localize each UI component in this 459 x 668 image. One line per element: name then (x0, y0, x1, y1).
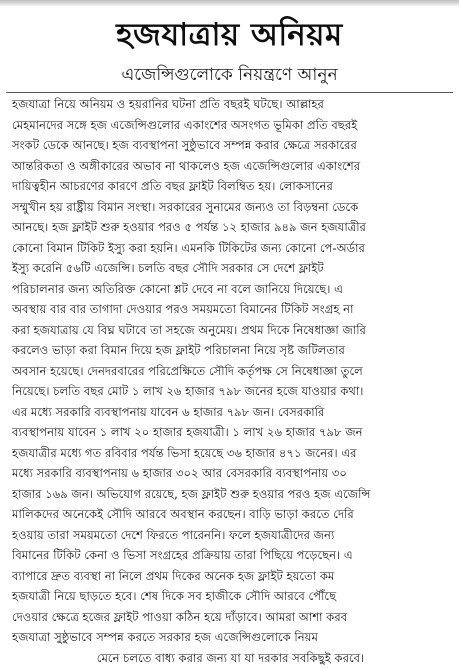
body-line: দায়িত্বহীন আচরণের কারণে প্রতি বছর ফ্লাইট বিলম্বিত হয়। লোকসানের (12, 176, 449, 197)
body-line: অবসান হয়েছে। দেনদরবারের পরিপ্রেক্ষিতে সৌদি কর্তৃপক্ষ সে নিষেধাজ্ঞা তুলে (12, 361, 449, 382)
body-line: আনছে। হজ ফ্লাইট শুরু হওয়ার পরও ৫ পর্যন্ত ১২ হাজার ৯৪৯ জন হজযাত্রীর (12, 217, 449, 238)
editorial-subheadline: এজেন্সিগুলোকে নিয়ন্ত্রণে আনুন (0, 64, 459, 86)
body-line: হজযাত্রা সুষ্ঠুভাবে সম্পন্ন করতে সরকার হজ এজেন্সিগুলোকে নিয়ম (12, 627, 449, 648)
body-line: মেনে চলতে বাধ্য করার জন্য যা যা দরকার সবকিছুই করবে। (12, 648, 449, 668)
body-line: এর মধ্যে সরকারি ব্যবস্থাপনায় যাবেন ৬ হাজার ৭৯৮ জন। বেসরকারি (12, 402, 449, 423)
body-line: কোনো বিমান টিকিট ইস্যু করা হয়নি। এমনকি টিকিটের জন্য কোনো পে-অর্ডার (12, 238, 449, 259)
divider (6, 92, 453, 93)
body-line: পরিচালনার জন্য অতিরিক্ত কোনো শ্লট দেবে না বলে জানিয়ে দিয়েছে। এ (12, 279, 449, 300)
body-line: নিয়েছে। চলতি বছর মোট ১ লাখ ২৬ হাজার ৭৯৮ জনের হজে যাওয়ার কথা। (12, 381, 449, 402)
body-line: দেওয়ার ক্ষেত্রে হজের ফ্লাইট পাওয়া কঠিন হয়ে দাঁড়াবে। আমরা আশা করব (12, 607, 449, 628)
body-line: মালিকদের অনেকেই সৌদি আরবে অবস্থান করছেন। বাড়ি ভাড়া করতে দেরি (12, 504, 449, 525)
editorial-headline: হজযাত্রায় অনিয়ম (0, 16, 459, 54)
body-line: ব্যাপারে দ্রুত ব্যবস্থা না নিলে প্রথম দিকের অনেক হজ ফ্লাইট হয়তো কম (12, 566, 449, 587)
body-line: সম্মুখীন হয় রাষ্ট্রীয় বিমান সংস্থা। সরকারের সুনামের জন্যও তা বিড়ম্বনা ডেকে (12, 197, 449, 218)
body-line: করা হজযাত্রায় যে বিঘ্ন ঘটাবে তা সহজে অনুমেয়। প্রথম দিকে নিষেধাজ্ঞা জারি (12, 320, 449, 341)
body-line: হজযাত্রী নিয়ে ছাড়তে হবে। শেষ দিকে সব হাজীকে সৌদি আরবে পৌঁছে (12, 586, 449, 607)
body-line: অবস্থায় বার বার তাগাদা দেওয়ার পরও সময়মতো বিমানের টিকিট সংগ্রহ না (12, 299, 449, 320)
body-line: হজযাত্রীর মধ্যে গত রবিবার পর্যন্ত ভিসা হয়েছে ৩৬ হাজার ৪৭১ জনের। এর (12, 443, 449, 464)
body-line: করলেও ভাড়া করা বিমান দিয়ে হজ ফ্লাইট পরিচালনা নিয়ে সৃষ্ট জটিলতার (12, 340, 449, 361)
cropped-top-edge (0, 0, 459, 6)
body-line: মধ্যে সরকারি ব্যবস্থাপনায় ৬ হাজার ৩০২ আর বেসরকারি ব্যবস্থাপনায় ৩০ (12, 463, 449, 484)
body-line: হজযাত্রা নিয়ে অনিয়ম ও হয়রানির ঘটনা প্রতি বছরই ঘটছে। আল্লাহর (12, 94, 449, 115)
body-line: হওয়ায় তারা সময়মতো দেশে ফিরতে পারেননি। ফলে হজযাত্রীদের জন্য (12, 525, 449, 546)
body-line: আন্তরিকতা ও অঙ্গীকারের অভাব না থাকলেও হজ এজেন্সিগুলোর একাংশের (12, 156, 449, 177)
body-line: সংকট ডেকে আনছে। হজ ব্যবস্থাপনা সুষ্ঠুভাবে সম্পন্ন করার ক্ষেত্রে সরকারের (12, 135, 449, 156)
body-line: মেহমানদের সঙ্গে হজ এজেন্সিগুলোর একাংশের অসংগত ভূমিকা প্রতি বছরই (12, 115, 449, 136)
body-line: ব্যবস্থাপনায় যাবেন ১ লাখ ২০ হাজার হজযাত্রী। ১ লাখ ২৬ হাজার ৭৯৮ জন (12, 422, 449, 443)
body-line: বিমানের টিকিট কেনা ও ভিসা সংগ্রহের প্রক্রিয়ায় তারা পিছিয়ে পড়েছেন। এ (12, 545, 449, 566)
article-body (12, 94, 449, 626)
body-line: ইস্যু করেনি ৫৬টি এজেন্সি। চলতি বছর সৌদি সরকার সে দেশে ফ্লাইট (12, 258, 449, 279)
body-line: হাজার ১৬৯ জন। অভিযোগ রয়েছে, হজ ফ্লাইট শুরু হওয়ার পরও হজ এজেন্সি (12, 484, 449, 505)
